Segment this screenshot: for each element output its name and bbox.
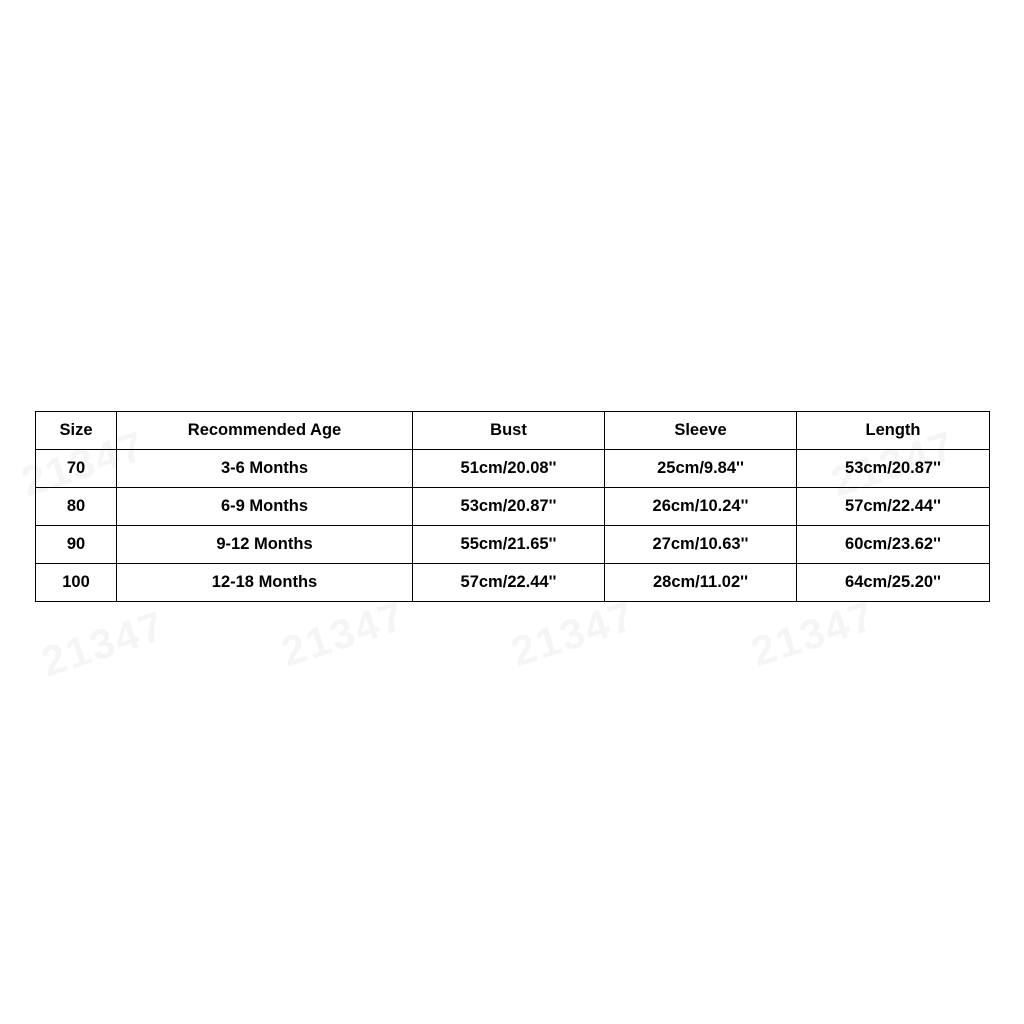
cell-size: 100 [36, 564, 117, 602]
header-sleeve: Sleeve [605, 412, 797, 450]
cell-bust: 53cm/20.87'' [413, 488, 605, 526]
cell-bust: 57cm/22.44'' [413, 564, 605, 602]
watermark [276, 592, 411, 677]
table-row [36, 488, 990, 526]
cell-size: 90 [36, 526, 117, 564]
cell-length: 53cm/20.87'' [797, 450, 990, 488]
cell-bust: 51cm/20.08'' [413, 450, 605, 488]
watermark-text [746, 592, 881, 676]
watermark [746, 592, 881, 677]
table-row [36, 564, 990, 602]
header-bust: Bust [413, 412, 605, 450]
cell-length: 60cm/23.62'' [797, 526, 990, 564]
cell-sleeve: 25cm/9.84'' [605, 450, 797, 488]
cell-length: 64cm/25.20'' [797, 564, 990, 602]
size-chart-table [35, 411, 990, 602]
cell-size: 80 [36, 488, 117, 526]
cell-sleeve: 27cm/10.63'' [605, 526, 797, 564]
cell-recommended-age: 6-9 Months [117, 488, 413, 526]
table-row [36, 450, 990, 488]
header-length: Length [797, 412, 990, 450]
watermark-text [36, 602, 171, 686]
cell-length: 57cm/22.44'' [797, 488, 990, 526]
watermark-text [506, 592, 641, 676]
cell-size: 70 [36, 450, 117, 488]
cell-bust: 55cm/21.65'' [413, 526, 605, 564]
cell-recommended-age: 9-12 Months [117, 526, 413, 564]
cell-sleeve: 26cm/10.24'' [605, 488, 797, 526]
watermark-text [276, 592, 411, 676]
table-row [36, 526, 990, 564]
cell-sleeve: 28cm/11.02'' [605, 564, 797, 602]
header-size: Size [36, 412, 117, 450]
cell-recommended-age: 12-18 Months [117, 564, 413, 602]
watermark [36, 602, 171, 687]
watermark [506, 592, 641, 677]
table-header-row [36, 412, 990, 450]
header-recommended-age: Recommended Age [117, 412, 413, 450]
cell-recommended-age: 3-6 Months [117, 450, 413, 488]
